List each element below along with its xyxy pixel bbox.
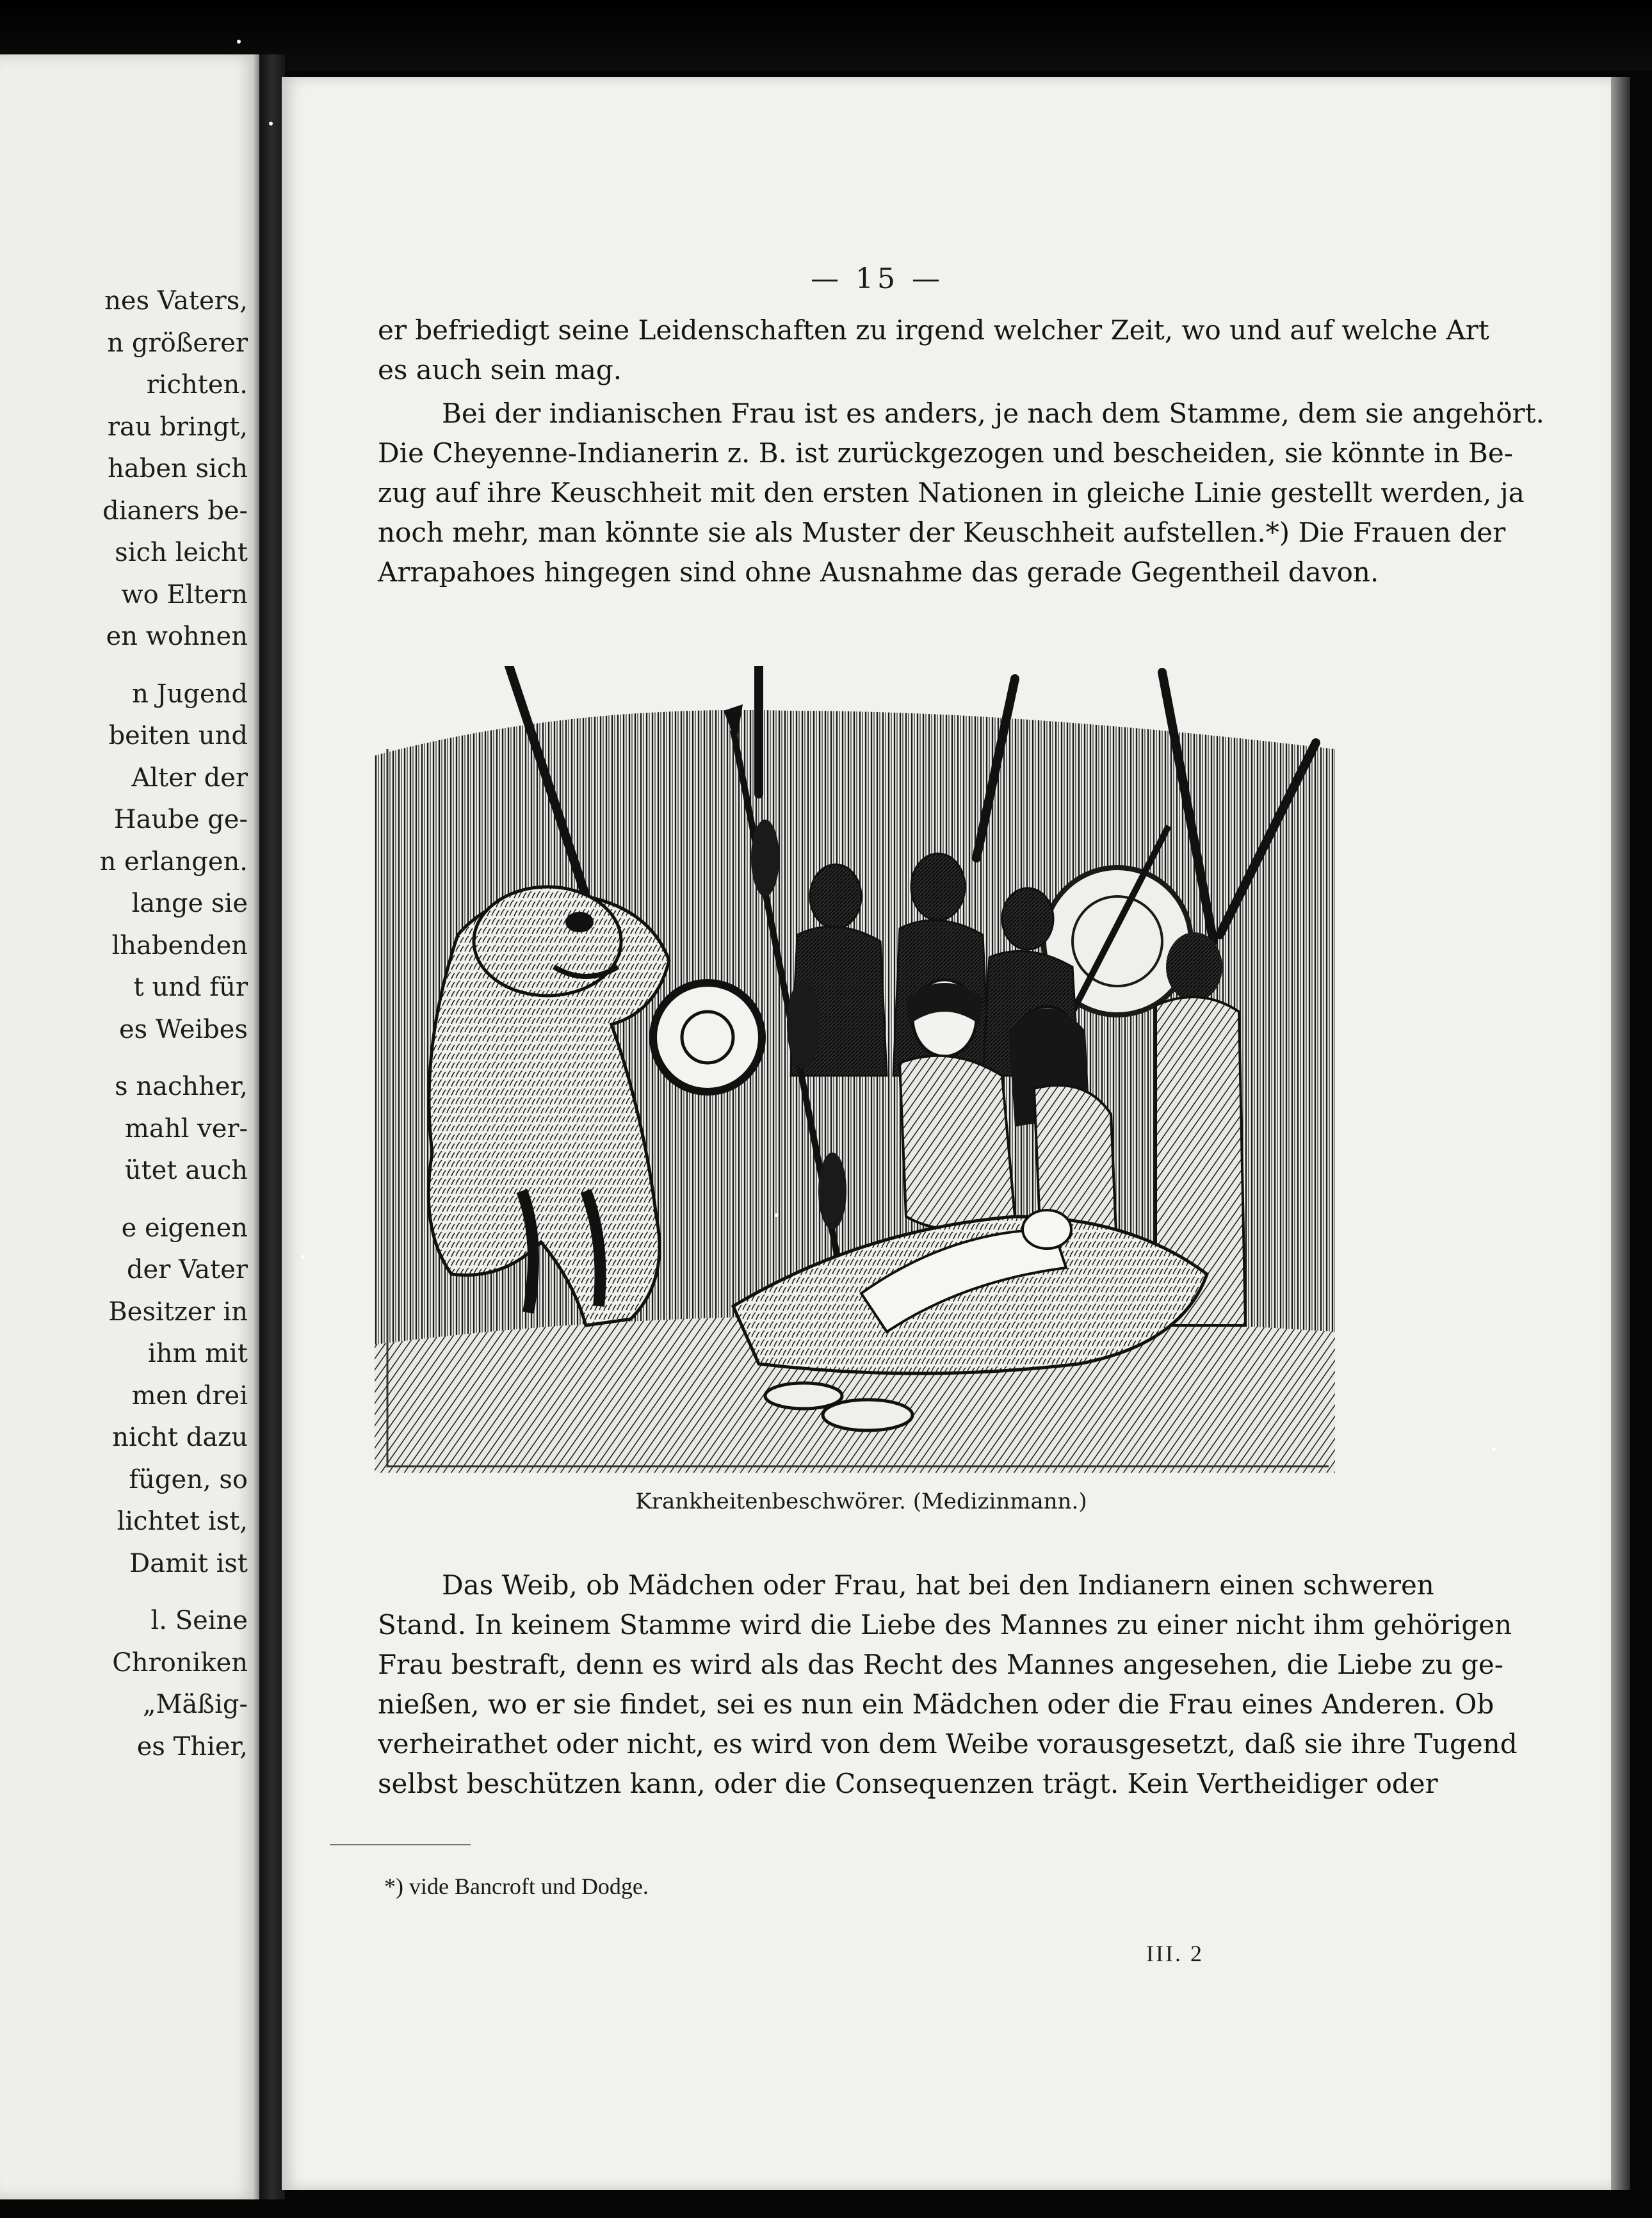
- left-page-line: Damit ist: [129, 1548, 248, 1578]
- left-page-line: mahl ver-: [125, 1113, 248, 1144]
- left-page-line: n Jugend: [132, 679, 248, 709]
- text-line: Frau bestraft, denn es wird als das Recht des Mannes angesehen, die Liebe zu ge-: [378, 1649, 1503, 1680]
- left-page-line: Haube ge-: [113, 805, 248, 834]
- text-line: noch mehr, man könnte sie als Muster der Keuschheit aufstellen.*) Die Frauen der: [378, 517, 1506, 548]
- text-line: Die Cheyenne-Indianerin z. B. ist zurückgezogen und bescheiden, sie könnte in Be-: [378, 437, 1513, 469]
- footnote-rule: [330, 1844, 471, 1845]
- left-page-line: s nachher,: [115, 1072, 248, 1101]
- left-page-line: es Thier,: [136, 1731, 248, 1761]
- left-page-line: nes Vaters,: [104, 286, 248, 316]
- left-page-line: n größerer: [107, 328, 248, 358]
- left-page-line: lhabenden: [111, 930, 248, 960]
- text-line: Das Weib, ob Mädchen oder Frau, hat bei den Indianern einen schweren: [442, 1569, 1434, 1601]
- footnote: *) vide Bancroft und Dodge.: [384, 1874, 649, 1899]
- left-page-line: Alter der: [131, 763, 248, 793]
- left-page: [0, 54, 259, 2199]
- text-line: es auch sein mag.: [378, 354, 622, 385]
- illustration-caption: Krankheitenbeschwörer. (Medizinmann.): [635, 1489, 1087, 1514]
- left-page-line: wo Eltern: [121, 579, 248, 610]
- left-page-line: beiten und: [108, 721, 248, 750]
- left-page-line: nicht dazu: [112, 1423, 248, 1452]
- left-page-line: e eigenen: [121, 1213, 248, 1243]
- text-line: selbst beschützen kann, oder die Consequenzen trägt. Kein Vertheidiger oder: [378, 1768, 1438, 1799]
- left-page-line: ütet auch: [124, 1156, 248, 1185]
- text-line: verheirathet oder nicht, es wird von dem Weibe vorausgesetzt, daß sie ihre Tugend: [378, 1728, 1518, 1760]
- left-page-line: rau bringt,: [107, 412, 248, 442]
- signature-mark: III. 2: [1146, 1941, 1204, 1966]
- engraving-illustration: [375, 666, 1335, 1479]
- text-line: nießen, wo er sie findet, sei es nun ein Mädchen oder die Frau eines Anderen. Ob: [378, 1688, 1494, 1720]
- left-page-line: „Mäßig-: [142, 1690, 248, 1719]
- left-page-line: t und für: [133, 973, 248, 1002]
- text-line: Bei der indianischen Frau ist es anders, je nach dem Stamme, dem sie angehört.: [442, 398, 1544, 429]
- page-number: — 15 —: [811, 263, 944, 295]
- left-page-line: fügen, so: [129, 1464, 248, 1494]
- left-page-line: lichtet ist,: [117, 1507, 248, 1536]
- left-page-line: lange sie: [131, 889, 248, 918]
- left-page-line: dianers be-: [102, 496, 248, 526]
- left-page-line: Besitzer in: [108, 1297, 248, 1327]
- left-page-line: l. Seine: [150, 1606, 248, 1635]
- left-page-line: ihm mit: [148, 1339, 248, 1368]
- text-line: er befriedigt seine Leidenschaften zu irgend welcher Zeit, wo und auf welche Art: [378, 314, 1489, 346]
- left-page-line: sich leicht: [115, 538, 248, 567]
- book-gutter: [259, 54, 285, 2199]
- text-line: Arrapahoes hingegen sind ohne Ausnahme das gerade Gegentheil davon.: [378, 556, 1379, 588]
- left-page-line: men drei: [131, 1380, 248, 1411]
- left-page-line: richten.: [146, 370, 248, 400]
- left-page-line: Chroniken: [112, 1647, 248, 1678]
- right-page-edge: [1611, 77, 1630, 2190]
- left-page-line: haben sich: [108, 454, 248, 483]
- text-line: zug auf ihre Keuschheit mit den ersten Nationen in gleiche Linie gestellt werden, ja: [378, 477, 1525, 508]
- left-page-line: der Vater: [126, 1255, 248, 1284]
- left-page-line: en wohnen: [106, 622, 248, 651]
- left-page-line: n erlangen.: [99, 846, 248, 877]
- text-line: Stand. In keinem Stamme wird die Liebe des Mannes zu einer nicht ihm gehörigen: [378, 1609, 1512, 1640]
- left-page-line: es Weibes: [118, 1014, 248, 1044]
